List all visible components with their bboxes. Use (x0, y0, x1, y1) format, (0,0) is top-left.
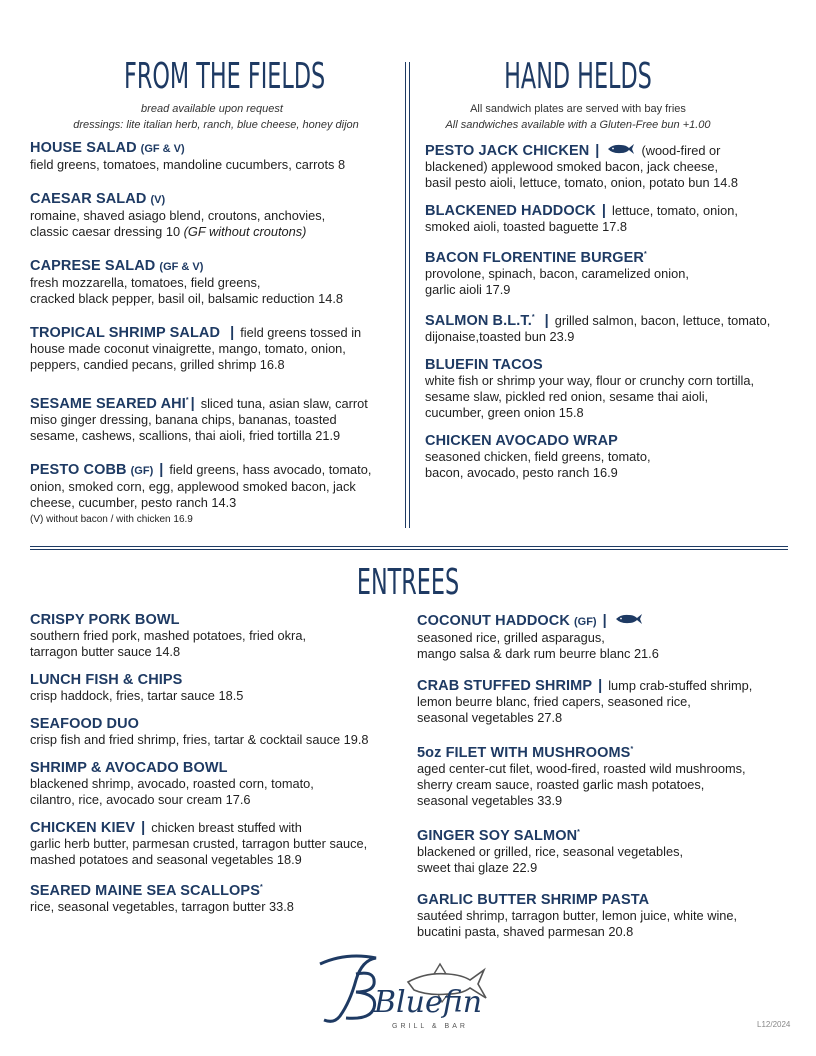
item-desc: mashed potatoes and seasonal vegetables 18.9 (30, 852, 302, 867)
item-desc: field greens tossed in (240, 325, 362, 340)
bluefin-logo (316, 950, 492, 1032)
menu-item-bacon-florentine-burger (425, 247, 795, 298)
menu-item-caprese-salad (30, 258, 390, 307)
raw-notice-asterisk: * (644, 251, 647, 259)
fields-note-dressings: dressings: lite italian herb, ranch, blue cheese, honey dijon (73, 119, 359, 131)
item-desc: sweet thai glaze 22.9 (417, 859, 538, 875)
raw-notice-asterisk: * (531, 314, 535, 321)
raw-notice-asterisk: * (577, 828, 580, 836)
item-desc: sesame, cashews, scallions, thai aioli, fried tortilla 21.9 (30, 427, 341, 443)
item-name: SEAFOOD DUO (30, 716, 140, 732)
item-desc: fresh mozzarella, tomatoes, field greens, (30, 275, 261, 290)
item-tag: (V) (150, 194, 166, 206)
item-name: SHRIMP & AVOCADO BOWL (30, 760, 228, 776)
menu-item-bluefin-tacos (425, 357, 795, 421)
menu-item-garlic-butter-shrimp-pasta (417, 892, 797, 940)
menu-item-lunch-fish-chips (30, 672, 400, 704)
item-desc: tarragon butter sauce 14.8 (30, 644, 181, 659)
item-desc: dijonaise,toasted bun 23.9 (425, 328, 575, 344)
wood-fired-fish-icon (607, 143, 635, 159)
handhelds-note-gf: All sandwiches available with a Gluten-Free bun +1.00 (445, 119, 711, 131)
item-name: CRISPY PORK BOWL (30, 612, 180, 628)
menu-item-house-salad (30, 140, 390, 173)
menu-item-ginger-soy-salmon (417, 825, 797, 876)
item-name: HOUSE SALAD (30, 140, 137, 156)
menu-item-crab-stuffed-shrimp: CRAB STUFFED SHRIMP | lump crab-stuffed shrimp, lemon beurre blanc, fried capers, seasoned rice, seasonal vegetables 27.8 (417, 678, 797, 726)
menu-item-chicken-kiev: CHICKEN KIEV | chicken breast stuffed with garlic herb butter, parmesan crusted, tarragon butter sauce, mashed potatoes and seasonal vegetables 18.9 (30, 820, 400, 868)
item-name: BLACKENED HADDOCK (425, 203, 596, 220)
item-desc: lump crab-stuffed shrimp, (608, 678, 753, 693)
item-desc: sesame slaw, pickled red onion, sesame thai aioli, (425, 388, 709, 404)
horizontal-divider (30, 546, 788, 550)
item-tag: (GF & V) (159, 261, 204, 273)
item-desc: grilled salmon, bacon, lettuce, tomato, (554, 312, 771, 328)
item-desc: sliced tuna, asian slaw, carrot (200, 395, 368, 411)
item-desc: rice, seasonal vegetables, tarragon butter 33.8 (30, 898, 294, 914)
item-name: CRAB STUFFED SHRIMP (417, 678, 593, 694)
menu-item-pesto-jack-chicken: PESTO JACK CHICKEN | (wood-fired or blackened) applewood smoked bacon, jack cheese, basil pesto aioli, lettuce, tomato, onion, potato bun 14.8 (425, 143, 795, 191)
item-name: PESTO COBB (30, 461, 127, 478)
handhelds-note-fries: All sandwich plates are served with bay fries (470, 103, 686, 115)
item-name: SEARED MAINE SEA SCALLOPS (30, 882, 260, 899)
menu-item-seafood-duo (30, 716, 400, 748)
menu-item-sesame-seared-ahi: SESAME SEARED AHI* | sliced tuna, asian slaw, carrot miso ginger dressing, banana chips, bananas, toasted sesame, cashews, scallions, thai aioli, fried tortilla 21.9 (30, 393, 390, 444)
item-name: TROPICAL SHRIMP SALAD (30, 325, 221, 341)
item-name: PESTO JACK CHICKEN (425, 143, 590, 159)
fields-note-bread: bread available upon request (141, 103, 283, 115)
menu-item-pesto-cobb: PESTO COBB (GF) | field greens, hass avocado, tomato, onion, smoked corn, egg, applewood smoked bacon, jack cheese, cucumber, pesto ranch 14.3 (V) without bacon / with chicken 16.9 (30, 462, 390, 527)
item-desc: seasoned chicken, field greens, tomato, (425, 448, 651, 464)
menu-item-filet-with-mushrooms (417, 742, 797, 809)
item-desc: peppers, candied pecans, grilled shrimp 16.8 (30, 357, 285, 372)
item-tag: (GF) (130, 464, 154, 477)
item-desc: smoked aioli, toasted baguette 17.8 (425, 219, 628, 235)
menu-item-shrimp-avocado-bowl (30, 760, 400, 808)
item-desc: blackened shrimp, avocado, roasted corn, tomato, (30, 776, 314, 791)
handhelds-title: HAND HELDS (504, 56, 652, 97)
item-desc: field greens, hass avocado, tomato, (169, 461, 372, 477)
item-desc: cilantro, rice, avocado sour cream 17.6 (30, 792, 251, 807)
item-tag: (GF) (573, 616, 597, 628)
item-name: BACON FLORENTINE BURGER (425, 250, 644, 266)
item-desc: white fish or shrimp your way, flour or crunchy corn tortilla, (425, 372, 755, 388)
menu-item-crispy-pork-bowl (30, 612, 400, 660)
item-desc: lettuce, tomato, onion, (612, 203, 738, 219)
fields-title: FROM THE FIELDS (124, 56, 326, 97)
item-name: COCONUT HADDOCK (417, 613, 570, 629)
item-desc: southern fried pork, mashed potatoes, fried okra, (30, 628, 306, 643)
item-desc: field greens, tomatoes, mandoline cucumbers, carrots 8 (30, 157, 346, 172)
item-desc-note: (GF without croutons) (183, 224, 307, 239)
item-desc: garlic herb butter, parmesan crusted, tarragon butter sauce, (30, 836, 368, 851)
item-desc: onion, smoked corn, egg, applewood smoked bacon, jack (30, 478, 356, 494)
item-desc: garlic aioli 17.9 (425, 282, 511, 297)
item-desc: seasoned rice, grilled asparagus, (417, 630, 605, 645)
item-desc: bacon, avocado, pesto ranch 16.9 (425, 464, 618, 480)
document-code: L12/2024 (757, 1020, 791, 1029)
item-name: CAESAR SALAD (30, 191, 147, 207)
item-desc: lemon beurre blanc, fried capers, seasoned rice, (417, 694, 691, 709)
item-desc: cucumber, green onion 15.8 (425, 404, 584, 420)
item-desc: provolone, spinach, bacon, caramelized onion, (425, 266, 689, 281)
item-desc: crisp haddock, fries, tartar sauce 18.5 (30, 688, 244, 703)
item-desc: mango salsa & dark rum beurre blanc 21.6 (417, 646, 659, 661)
menu-item-blackened-haddock: BLACKENED HADDOCK | lettuce, tomato, onion, smoked aioli, toasted baguette 17.8 (425, 203, 795, 235)
menu-item-coconut-haddock: COCONUT HADDOCK (GF) | seasoned rice, grilled asparagus, mango salsa & dark rum beurre blanc 21.6 (417, 613, 797, 662)
item-desc: chicken breast stuffed with (151, 820, 302, 835)
entrees-right-column (417, 613, 797, 956)
fields-column (30, 140, 390, 543)
item-name: LUNCH FISH & CHIPS (30, 672, 183, 688)
item-name: CHICKEN AVOCADO WRAP (425, 432, 618, 449)
menu-item-seared-maine-sea-scallops (30, 880, 400, 915)
item-desc: cracked black pepper, basil oil, balsamic reduction 14.8 (30, 291, 343, 306)
item-desc: sautéed shrimp, tarragon butter, lemon juice, white wine, (417, 907, 738, 923)
vertical-divider (405, 62, 410, 528)
logo-subtitle: GRILL & BAR (392, 1023, 468, 1030)
item-desc: romaine, shaved asiago blend, croutons, anchovies, (30, 208, 326, 223)
menu-item-chicken-avocado-wrap (425, 433, 795, 481)
item-desc: cheese, cucumber, pesto ranch 14.3 (30, 494, 237, 510)
item-desc: classic caesar dressing 10 (30, 224, 181, 239)
item-desc: (wood-fired or (641, 143, 721, 158)
entrees-left-column (30, 612, 400, 931)
item-desc: seasonal vegetables 33.9 (417, 792, 563, 808)
item-tag: (GF & V) (140, 143, 185, 155)
entrees-title: ENTREES (356, 562, 460, 603)
menu-item-salmon-blt: SALMON B.L.T.* | grilled salmon, bacon, lettuce, tomato, dijonaise,toasted bun 23.9 (425, 310, 795, 345)
handhelds-column (425, 143, 795, 497)
menu-item-tropical-shrimp-salad: TROPICAL SHRIMP SALAD | field greens tossed in house made coconut vinaigrette, mango, tomato, onion, peppers, candied pecans, grilled shrimp 16.8 (30, 325, 390, 373)
item-desc: miso ginger dressing, banana chips, bananas, toasted (30, 411, 337, 427)
menu-item-caesar-salad (30, 191, 390, 240)
item-desc: bucatini pasta, shaved parmesan 20.8 (417, 923, 634, 939)
item-name: SESAME SEARED AHI (30, 395, 186, 412)
item-name: GARLIC BUTTER SHRIMP PASTA (417, 891, 650, 908)
item-desc: blackened) applewood smoked bacon, jack cheese, (425, 159, 719, 175)
item-name: SALMON B.L.T. (425, 312, 532, 329)
item-name: CAPRESE SALAD (30, 258, 156, 274)
item-desc: sherry cream sauce, roasted garlic mash potatoes, (417, 776, 705, 792)
item-name: GINGER SOY SALMON (417, 827, 578, 844)
raw-notice-asterisk: * (259, 884, 263, 891)
logo-wordmark: Bluefin (374, 985, 483, 1020)
item-desc: aged center-cut filet, wood-fired, roasted wild mushrooms, (417, 760, 746, 776)
wood-fired-fish-icon (615, 613, 643, 629)
item-name: CHICKEN KIEV (30, 820, 136, 836)
raw-notice-asterisk: * (185, 397, 189, 404)
item-desc: basil pesto aioli, lettuce, tomato, onion, potato bun 14.8 (425, 175, 739, 191)
item-name: 5oz FILET WITH MUSHROOMS (417, 744, 631, 761)
item-desc: seasonal vegetables 27.8 (417, 710, 563, 725)
item-desc: crisp fish and fried shrimp, fries, tartar & cocktail sauce 19.8 (30, 732, 369, 747)
raw-notice-asterisk: * (630, 746, 634, 753)
item-note: (V) without bacon / with chicken 16.9 (30, 513, 193, 525)
item-desc: blackened or grilled, rice, seasonal vegetables, (417, 843, 684, 859)
item-name: BLUEFIN TACOS (425, 356, 543, 373)
item-desc: house made coconut vinaigrette, mango, tomato, onion, (30, 341, 346, 356)
